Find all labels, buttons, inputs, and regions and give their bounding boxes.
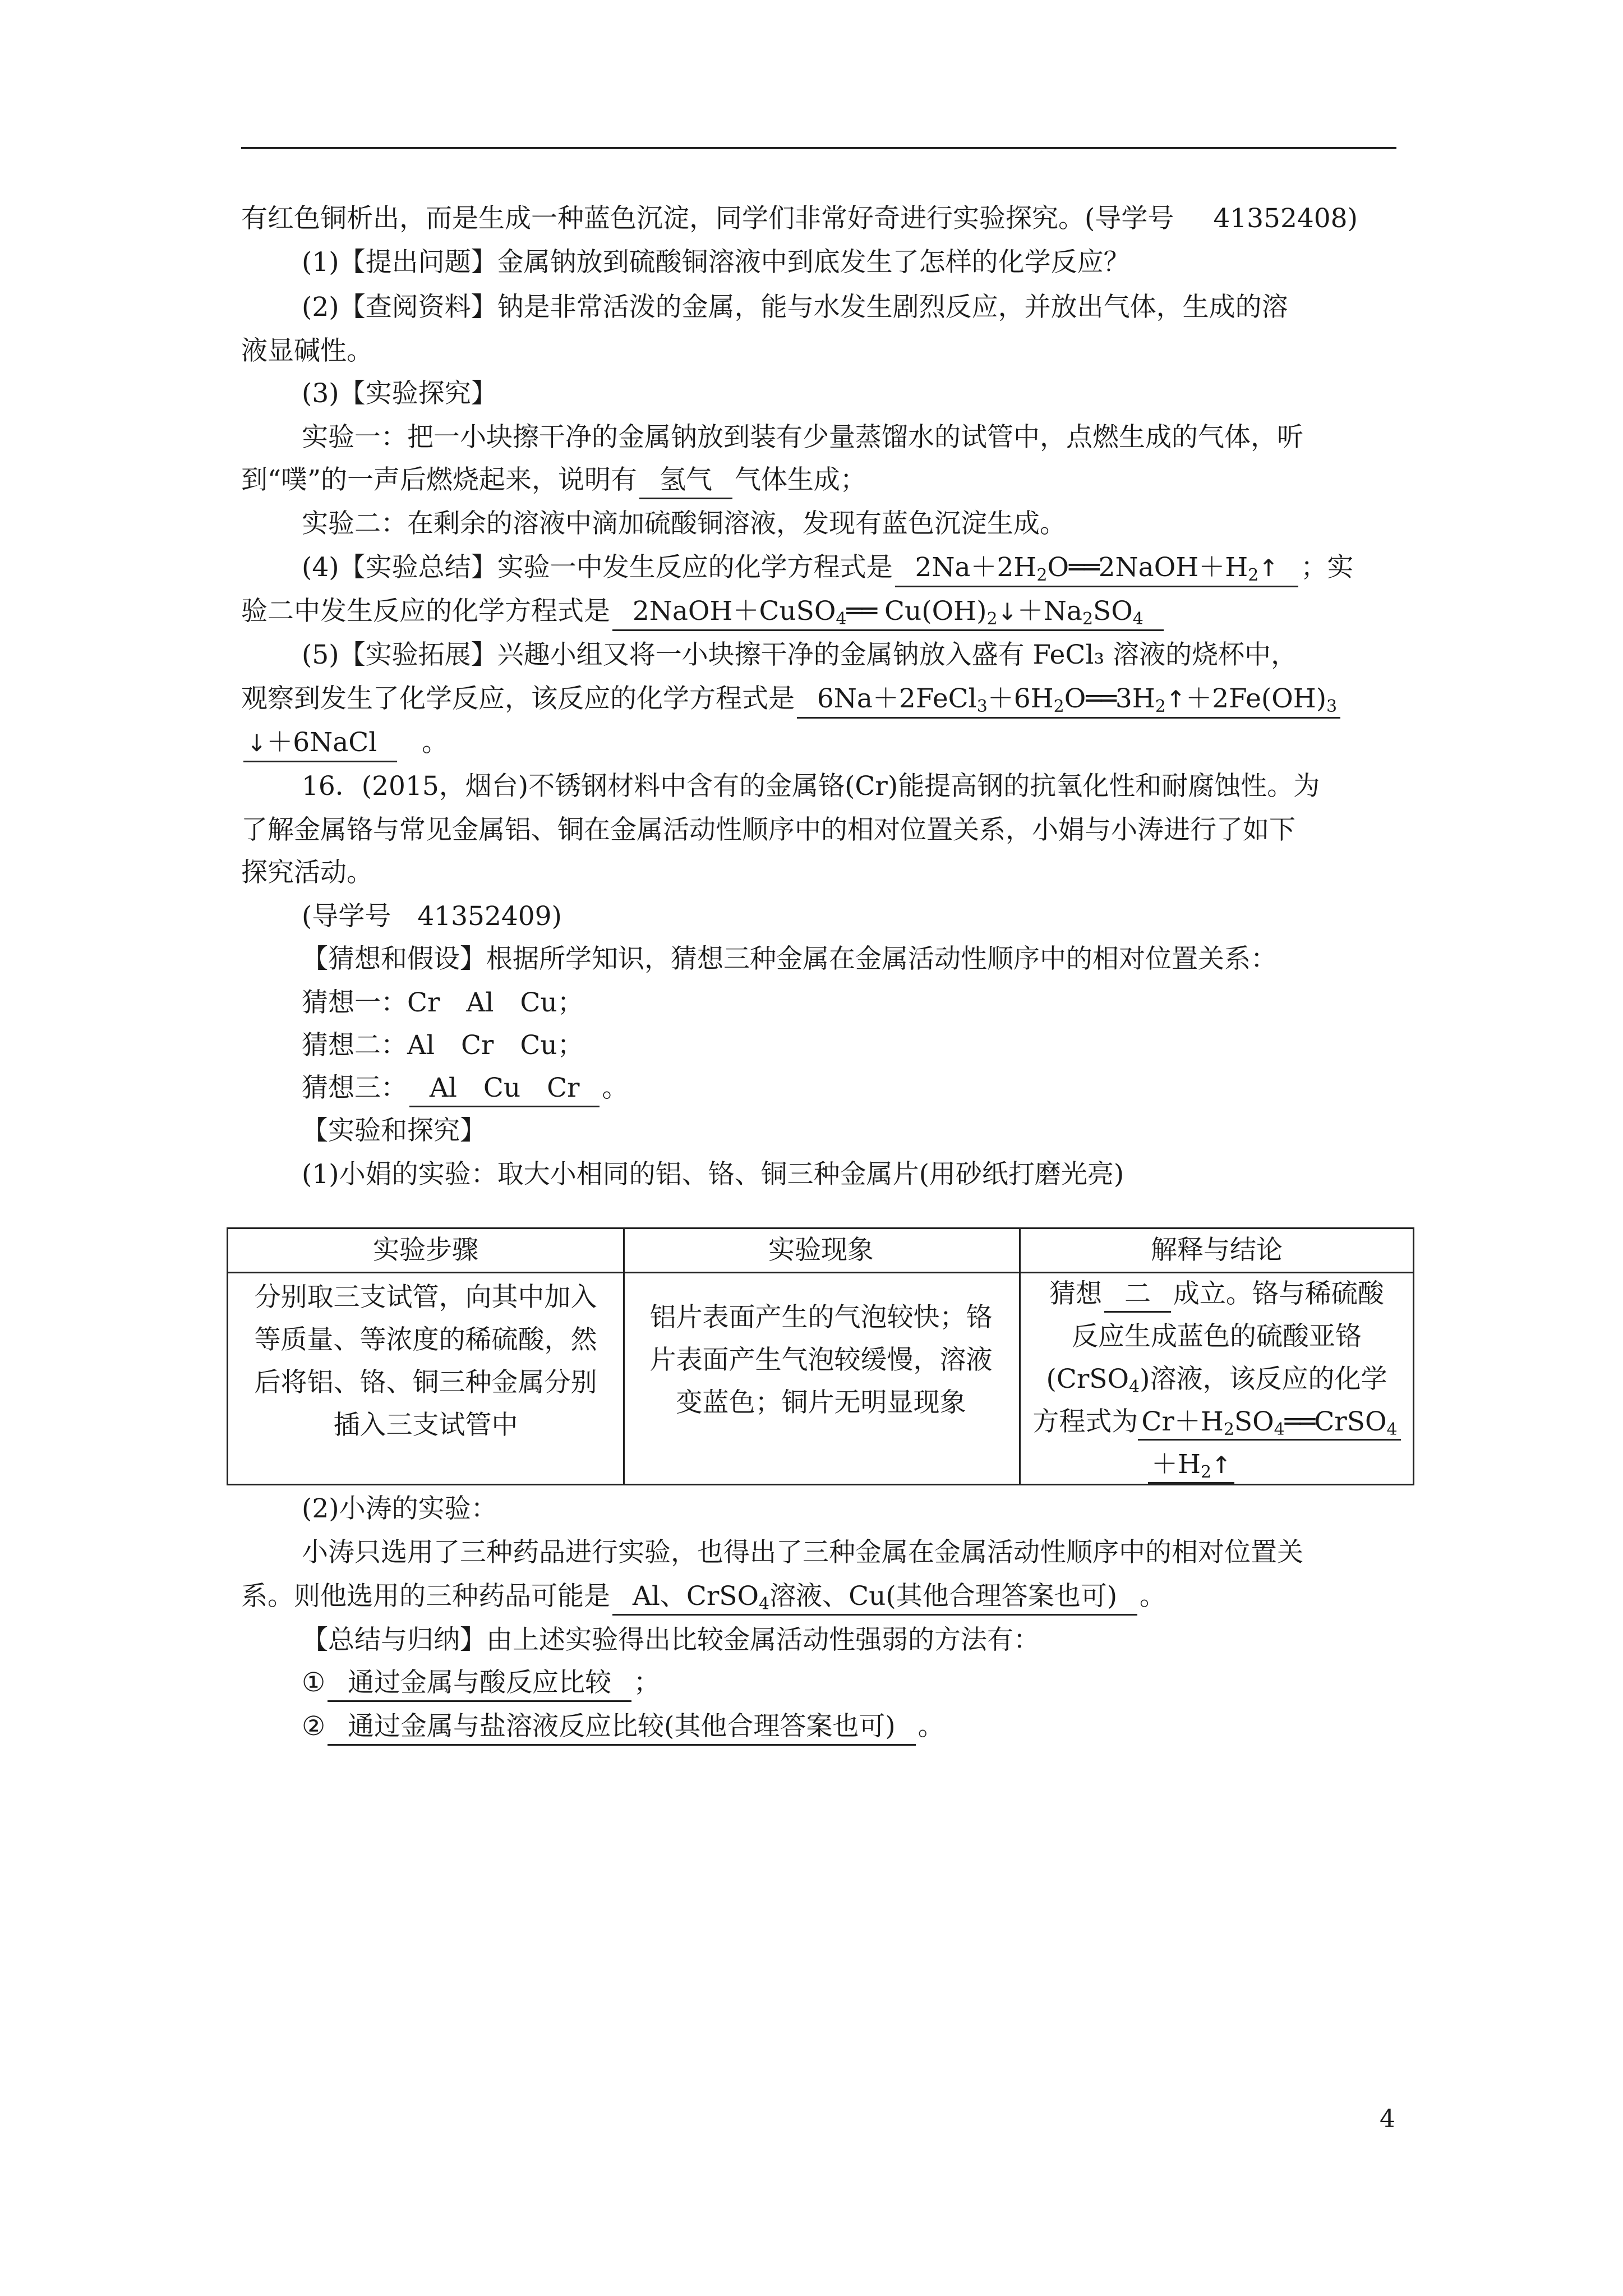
text-line: 探究活动。 xyxy=(241,857,373,888)
answer-blank: $2Na+2H_2O══2NaOH+H_2↑$ xyxy=(895,550,1299,587)
table-cell-conclusion: 猜想 二 成立。铬与稀硫酸 反应生成蓝色的硫酸亚铬 (CrSO$_4$)溶液，该反应的化学 方程式为 $Cr+H_2SO_4══CrSO_4$ $+H_2↑$ xyxy=(1019,1273,1414,1486)
answer-blank: Al Cu Cr xyxy=(409,1071,600,1107)
table-cell-observation: 铝片表面产生的气泡较快；铬 片表面产生气泡较缓慢，溶液 变蓝色；铜片无明显现象 xyxy=(649,1302,993,1418)
text-line: 有红色铜析出，而是生成一种蓝色沉淀，同学们非常好奇进行实验探究。(导学号 41352408) xyxy=(241,203,1358,234)
answer-blank: $6Na+2FeCl_3+6H_2O══3H_2↑+2Fe(OH)_3$ xyxy=(797,682,1340,719)
question-16-line: 16．(2015，烟台)不锈钢材料中含有的金属铬(Cr)能提高钢的抗氧化性和耐腐蚀性。为 xyxy=(302,771,1320,802)
table-header: 实验步骤 xyxy=(373,1235,478,1266)
answer-blank: 氢气 xyxy=(639,463,732,499)
text-line: 观察到发生了化学反应，该反应的化学方程式是 $6Na+2FeCl_3+6H_2O══3H_2↑+2Fe(OH)_3$ xyxy=(241,678,1343,720)
text-line: (2)小涛的实验： xyxy=(302,1493,497,1524)
text-line: 小涛只选用了三种药品进行实验，也得出了三种金属在金属活动性顺序中的相对位置关 xyxy=(302,1537,1303,1568)
answer-blank: ↓＋6NaCl xyxy=(243,725,397,762)
text-line: 验二中发生反应的化学方程式是 2NaOH＋CuSO$_4$══ $Cu(OH)_2↓+Na_2SO_4$ xyxy=(241,590,1166,633)
text-line: (1)【提出问题】金属钠放到硫酸铜溶液中到底发生了怎样的化学反应？ xyxy=(302,247,1130,278)
answer-blank: Al、CrSO$_4$溶液、Cu(其他合理答案也可) xyxy=(612,1579,1137,1616)
text-line: 【总结与归纳】由上述实验得出比较金属活动性强弱的方法有： xyxy=(302,1625,1040,1655)
text-line: 了解金属铬与常见金属铝、铜在金属活动性顺序中的相对位置关系，小娟与小涛进行了如下 xyxy=(241,815,1295,845)
text-line: 猜想一：Cr Al Cu； xyxy=(302,987,584,1018)
text-line: (4)【实验总结】实验一中发生反应的化学方程式是 $2Na+2H_2O══2NaOH+H_2↑$ ；实 xyxy=(302,546,1353,589)
table-header: 解释与结论 xyxy=(1151,1235,1283,1266)
table-header: 实验现象 xyxy=(768,1235,874,1266)
text-line: (3)【实验探究】 xyxy=(302,378,497,409)
text-line: (5)【实验拓展】兴趣小组又将一小块擦干净的金属钠放入盛有 FeCl₃ 溶液的烧杯中， xyxy=(302,639,1298,670)
text-line: 【实验和探究】 xyxy=(302,1115,486,1146)
text-line: ② 通过金属与盐溶液反应比较(其他合理答案也可) 。 xyxy=(302,1705,944,1748)
text-line: ↓＋6NaCl 。 xyxy=(241,721,448,764)
table-cell-steps: 分别取三支试管，向其中加入 等质量、等浓度的稀硫酸，然 后将铝、铬、铜三种金属分别 插入三支试管中 xyxy=(254,1282,597,1441)
text-line: 系。则他选用的三种药品可能是 Al、CrSO$_4$溶液、Cu(其他合理答案也可) 。 xyxy=(241,1575,1166,1618)
text-line: ① 通过金属与酸反应比较 ； xyxy=(302,1662,660,1704)
text-line: (导学号 41352409) xyxy=(302,901,562,932)
text-line: 实验一：把一小块擦干净的金属钠放到装有少量蒸馏水的试管中，点燃生成的气体，听 xyxy=(302,422,1303,453)
text-line: 到“噗”的一声后燃烧起来，说明有 氢气 气体生成； xyxy=(241,459,866,501)
text-line: 【猜想和假设】根据所学知识，猜想三种金属在金属活动性顺序中的相对位置关系： xyxy=(302,944,1277,974)
text-line: (2)【查阅资料】钠是非常活泼的金属，能与水发生剧烈反应，并放出气体，生成的溶 xyxy=(302,292,1288,323)
answer-blank: 通过金属与盐溶液反应比较(其他合理答案也可) xyxy=(328,1709,915,1746)
answer-blank: 通过金属与酸反应比较 xyxy=(328,1665,631,1702)
text-line: (1)小娟的实验：取大小相同的铝、铬、铜三种金属片(用砂纸打磨光亮) xyxy=(302,1159,1124,1190)
text-line: 猜想二：Al Cr Cu； xyxy=(302,1030,584,1061)
text-line: 液显碱性。 xyxy=(241,335,373,366)
text-line: 实验二：在剩余的溶液中滴加硫酸铜溶液，发现有蓝色沉淀生成。 xyxy=(302,508,1066,539)
header-rule xyxy=(241,147,1396,149)
page-number: 4 xyxy=(1380,2105,1395,2133)
experiment-table xyxy=(227,1227,1414,1485)
text-line: 猜想三： Al Cu Cr 。 xyxy=(302,1067,628,1110)
answer-blank: 2NaOH＋CuSO$_4$══ $Cu(OH)_2↓+Na_2SO_4$ xyxy=(612,594,1164,631)
